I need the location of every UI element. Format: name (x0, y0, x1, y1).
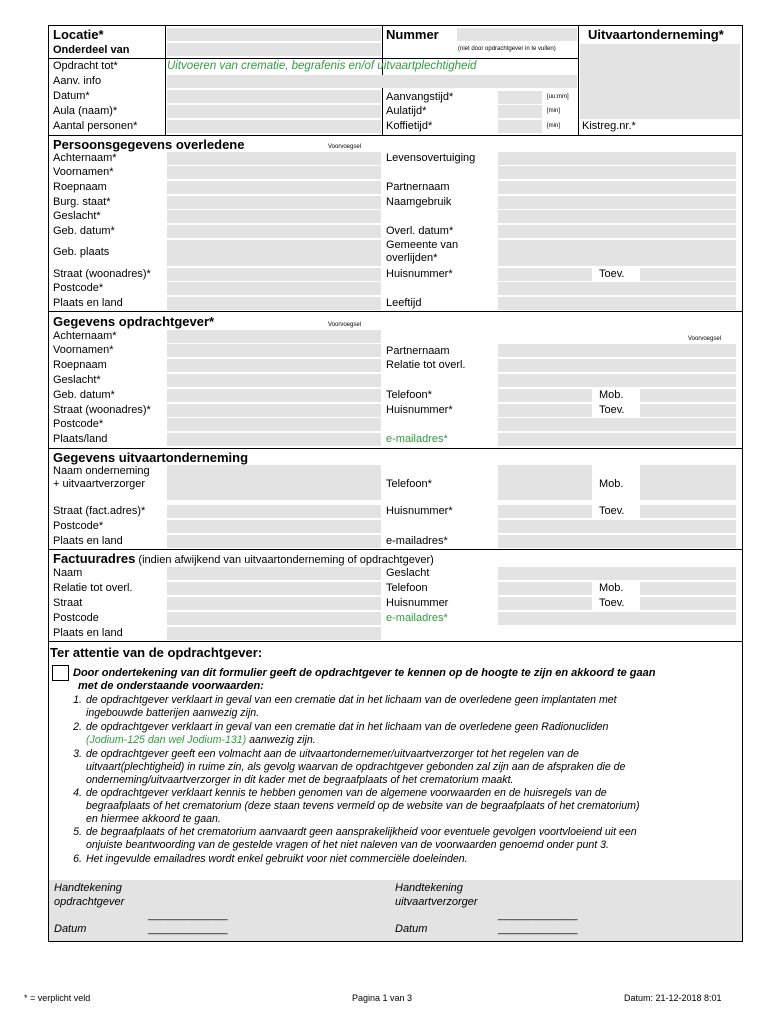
aula-label: Aula (naam)* (53, 105, 118, 117)
locatie-input[interactable] (167, 28, 381, 41)
condition-1 (62, 694, 742, 720)
opdr-mob-label: Mob. (599, 389, 624, 401)
fact-geslacht-label: Geslacht (386, 567, 430, 579)
uitv-naam-label-1: Naam onderneming (53, 465, 150, 477)
fact-telefoon-label: Telefoon (386, 582, 428, 594)
opdr-huisnummer-input[interactable] (498, 404, 592, 417)
overl-huisnummer-label: Huisnummer* (386, 268, 453, 280)
footer-verplicht: * = verplicht veld (24, 993, 91, 1003)
uitv-postcode-input[interactable] (167, 520, 381, 533)
opdr-geslacht-input[interactable] (167, 374, 381, 387)
opdr-postcode-input[interactable] (167, 418, 381, 431)
attentie-intro-2: met de onderstaande voorwaarden: (78, 680, 264, 692)
nummer-note: (niet door opdrachtgever in te vullen) (458, 46, 556, 52)
opdr-relatie-label: Relatie tot overl. (386, 359, 466, 371)
condition-6-number: 6. (73, 853, 82, 865)
opdr-telefoon-label: Telefoon* (386, 389, 432, 401)
sign-opdr-datum-line[interactable]: _____________ (148, 923, 228, 935)
koffietijd-input[interactable] (498, 120, 542, 133)
opdr-right-blank-2[interactable] (498, 374, 736, 387)
condition-5-line-1: de begraafplaats of het crematorium aanvaardt geen aansprakelijkheid voor eventuele gevolgen voortvloeiend uit een (86, 826, 637, 838)
unit-uumm: [uu:mm] (547, 94, 569, 100)
frame-top (48, 25, 743, 26)
overl-voornamen-input[interactable] (167, 166, 381, 179)
opdr-relatie-input[interactable] (498, 359, 736, 372)
condition-3-line-1: de opdrachtgever geeft een volmacht aan de uitvaartondernemer/uitvaartverzorger tot het regelen van de (86, 748, 579, 760)
overl-huisnummer-input[interactable] (498, 268, 592, 281)
opdr-telefoon-input[interactable] (498, 389, 592, 402)
onderdeel-label: Onderdeel van (53, 44, 130, 56)
attentie-title: Ter attentie van de opdrachtgever: (50, 645, 263, 660)
voorvoegsel-note-1: Voorvoegsel (328, 144, 362, 150)
divider (165, 25, 166, 135)
uitv-naam-input[interactable] (167, 465, 381, 500)
sign-opdr-datum-label: Datum (54, 923, 87, 935)
opdr-plaats-input[interactable] (167, 433, 381, 446)
sign-opdr-label-1: Handtekening (54, 882, 122, 894)
overl-postcode-label: Postcode* (53, 282, 104, 294)
overl-roepnaam-label: Roepnaam (53, 181, 107, 193)
voorvoegsel-note-4: Voorvoegsel (688, 336, 722, 342)
overl-straat-input[interactable] (167, 268, 381, 281)
sign-uitv-label-2: uitvaartverzorger (395, 896, 478, 908)
uitv-mob-input[interactable] (640, 465, 736, 500)
overl-right-blank-2[interactable] (498, 282, 736, 295)
fact-toev-input[interactable] (640, 597, 736, 610)
aulatijd-input[interactable] (498, 105, 542, 118)
opdracht-label: Opdracht tot* (53, 60, 118, 72)
fact-postcode-input[interactable] (167, 612, 381, 625)
opdr-email-label: e-mailadres* (386, 433, 448, 445)
aanvangstijd-label: Aanvangstijd* (386, 91, 454, 103)
opdr-toev-label: Toev. (599, 404, 625, 416)
opdr-straat-input[interactable] (167, 404, 381, 417)
factuur-title (53, 551, 434, 568)
overl-partnernaam-label: Partnernaam (386, 181, 450, 193)
overl-gebdatum-input[interactable] (167, 225, 381, 238)
fact-toev-label: Toev. (599, 597, 625, 609)
datum-input[interactable] (167, 90, 381, 103)
akkoord-checkbox[interactable] (52, 665, 69, 681)
overldatum-input[interactable] (498, 225, 736, 238)
opdr-roepnaam-input[interactable] (167, 359, 381, 372)
fact-plaats-label: Plaats en land (53, 627, 123, 639)
uitvaart-title: Gegevens uitvaartonderneming (53, 450, 249, 465)
uitv-email-input[interactable] (498, 535, 736, 548)
aanvangstijd-input[interactable] (498, 91, 542, 104)
uitv-telefoon-label: Telefoon* (386, 478, 432, 490)
locatie-label: Locatie* (53, 27, 104, 42)
aanv-info-label: Aanv. info (53, 75, 102, 87)
condition-4-number: 4. (73, 787, 82, 799)
opdr-gebdatum-label: Geb. datum* (53, 389, 115, 401)
levens-label: Levensovertuiging (386, 152, 476, 164)
sign-uitv-datum-label: Datum (395, 923, 428, 935)
fact-email-input[interactable] (498, 612, 736, 625)
naamgebruik-label: Naamgebruik (386, 196, 452, 208)
condition-3-line-2: uitvaart(plechtigheid) in ruime zin, als gevolg waarvan de opdrachtgever gebonden zal zijn aan de afspraken die de (86, 761, 626, 773)
fact-mob-input[interactable] (640, 582, 736, 595)
footer-pagina: Pagina 1 van 3 (352, 993, 413, 1003)
overl-straat-label: Straat (woonadres)* (53, 268, 151, 280)
nummer-input[interactable] (457, 28, 577, 41)
divider (48, 135, 743, 136)
sign-uitv-line[interactable]: _____________ (498, 909, 578, 921)
gemeente-label-2: overlijden* (386, 252, 438, 264)
aula-input[interactable] (167, 105, 381, 118)
sign-opdr-label-2: opdrachtgever (54, 896, 125, 908)
opdr-straat-label: Straat (woonadres)* (53, 404, 151, 416)
uitv-postcode-label: Postcode* (53, 520, 104, 532)
aantal-input[interactable] (167, 120, 381, 133)
fact-plaats-input[interactable] (167, 627, 381, 640)
opdr-huisnummer-label: Huisnummer* (386, 404, 453, 416)
fact-huisnummer-input[interactable] (498, 597, 592, 610)
overldatum-label: Overl. datum* (386, 225, 454, 237)
unit-min-1: [min] (547, 108, 561, 114)
opdr-geslacht-label: Geslacht* (53, 374, 101, 386)
divider (48, 549, 743, 550)
condition-5 (62, 826, 742, 852)
sign-opdr-line[interactable]: _____________ (148, 909, 228, 921)
overl-postcode-input[interactable] (167, 282, 381, 295)
datum-label: Datum* (53, 90, 90, 102)
uitv-email-label: e-mailadres* (386, 535, 448, 547)
condition-3 (62, 748, 742, 787)
condition-1-line-2: ingebouwde batterijen aanwezig zijn. (86, 707, 260, 719)
overl-geslacht-input[interactable] (167, 210, 381, 223)
uitv-naam-label-2: + uitvaartverzorger (53, 478, 146, 490)
gemeente-label-1: Gemeente van (386, 239, 459, 251)
condition-5-line-2: onjuiste beantwoording van de gestelde vragen of het niet naleven van de voorwaarden genoemd onder punt 3. (86, 839, 609, 851)
opdr-right-blank-3[interactable] (498, 418, 736, 431)
fact-naam-label: Naam (53, 567, 83, 579)
leeftijd-input[interactable] (498, 297, 736, 310)
leeftijd-label: Leeftijd (386, 297, 422, 309)
uitv-straat-input[interactable] (167, 505, 381, 518)
opdr-gebdatum-input[interactable] (167, 389, 381, 402)
aantal-label: Aantal personen* (53, 120, 138, 132)
fact-relatie-label: Relatie tot overl. (53, 582, 133, 594)
uitv-huisnummer-label: Huisnummer* (386, 505, 453, 517)
fact-straat-input[interactable] (167, 597, 381, 610)
opdr-partnernaam-label: Partnernaam (386, 345, 450, 357)
condition-1-number: 1. (73, 694, 82, 706)
opdr-postcode-label: Postcode* (53, 418, 104, 430)
uitv-mob-label: Mob. (599, 478, 624, 490)
condition-2-isotopes: (Jodium-125 dan wel Jodium-131) (86, 734, 247, 746)
condition-2 (62, 721, 742, 747)
divider (48, 641, 743, 642)
footer-datum: Datum: 21-12-2018 8:01 (624, 993, 722, 1003)
fact-straat-label: Straat (53, 597, 83, 609)
sign-uitv-datum-line[interactable]: _____________ (498, 923, 578, 935)
condition-6 (62, 853, 742, 866)
condition-3-line-3: onderneming/uitvaartverzorger in dit kader met de begraafplaats of het crematorium maakt. (86, 774, 514, 786)
factuur-subtitle: (indien afwijkend van uitvaartonderneming of opdrachtgever) (135, 554, 434, 566)
koffietijd-label: Koffietijd* (386, 120, 433, 132)
opdr-voornamen-label: Voornamen* (53, 344, 114, 356)
uitvaartonderneming-input[interactable] (580, 44, 740, 119)
fact-geslacht-input[interactable] (498, 567, 736, 580)
uitv-plaats-label: Plaats en land (53, 535, 123, 547)
uitv-huisnummer-input[interactable] (498, 505, 592, 518)
opdr-plaats-label: Plaats/land (53, 433, 108, 445)
fact-mob-label: Mob. (599, 582, 624, 594)
overl-gebplaats-label: Geb. plaats (53, 246, 110, 258)
condition-3-number: 3. (73, 748, 82, 760)
condition-5-number: 5. (73, 826, 82, 838)
aanv-info-input[interactable] (167, 75, 577, 88)
uitv-toev-input[interactable] (640, 505, 736, 518)
gemeente-input[interactable] (498, 240, 736, 266)
condition-4 (62, 787, 742, 826)
naamgebruik-input[interactable] (498, 196, 736, 209)
uitv-toev-label: Toev. (599, 505, 625, 517)
divider (48, 58, 578, 59)
condition-4-line-3: en hiermee akkoord te gaan. (86, 813, 221, 825)
condition-4-line-2: begraafplaats of het crematorium (deze staan tevens vermeld op de website van de begraafplaats of het crematorium) (86, 800, 640, 812)
frame-left (48, 25, 49, 942)
overl-toev-input[interactable] (640, 268, 736, 281)
attentie-intro-1: Door ondertekening van dit formulier geeft de opdrachtgever te kennen op de hoogte te zijn en akkoord te gaan (73, 667, 656, 679)
sign-uitv-label-1: Handtekening (395, 882, 463, 894)
condition-2-line-1: de opdrachtgever verklaart in geval van een crematie dat in het lichaam van de overledene geen Radionucliden (86, 721, 609, 733)
condition-2-number: 2. (73, 721, 82, 733)
condition-6-line-1: Het ingevulde emailadres wordt enkel gebruikt voor niet commerciële doeleinden. (86, 853, 468, 865)
overl-burg-label: Burg. staat* (53, 196, 111, 208)
fact-naam-input[interactable] (167, 567, 381, 580)
voorvoegsel-note-3: Voorvoegsel (328, 322, 362, 328)
frame-right (742, 25, 743, 942)
overl-voornamen-right[interactable] (498, 166, 736, 179)
overl-achternaam-input[interactable] (167, 152, 381, 165)
onderdeel-input[interactable] (167, 43, 381, 56)
opdracht-value[interactable]: Uitvoeren van crematie, begrafenis en/of uitvaartplechtigheid (167, 60, 477, 72)
condition-1-line-1: de opdrachtgever verklaart in geval van een crematie dat in het lichaam van de overledene geen implantaten met (86, 694, 617, 706)
fact-postcode-label: Postcode (53, 612, 99, 624)
aulatijd-label: Aulatijd* (386, 105, 427, 117)
overl-voornamen-label: Voornamen* (53, 166, 114, 178)
opdr-toev-input[interactable] (640, 404, 736, 417)
opdr-achternaam-input[interactable] (167, 330, 381, 343)
fact-email-label: e-mailadres* (386, 612, 448, 624)
uitv-telefoon-input[interactable] (498, 465, 592, 500)
fact-huisnummer-label: Huisnummer (386, 597, 449, 609)
fact-telefoon-input[interactable] (498, 582, 592, 595)
uitv-right-blank[interactable] (498, 520, 736, 533)
opdr-achternaam-label: Achternaam* (53, 330, 117, 342)
opdr-right-blank[interactable] (498, 344, 736, 357)
uitv-straat-label: Straat (fact.adres)* (53, 505, 146, 517)
unit-min-2: [min] (547, 123, 561, 129)
overl-right-blank[interactable] (498, 210, 736, 223)
overl-toev-label: Toev. (599, 268, 625, 280)
condition-2-line-2: aanwezig zijn. (246, 734, 316, 746)
overl-plaats-input[interactable] (167, 297, 381, 310)
levens-input[interactable] (498, 152, 736, 165)
condition-4-line-1: de opdrachtgever verklaart kennis te hebben genomen van de algemene voorwaarden en de huisregels van de (86, 787, 607, 799)
fact-relatie-input[interactable] (167, 582, 381, 595)
nummer-label: Nummer (386, 27, 439, 42)
divider (48, 311, 743, 312)
overl-gebdatum-label: Geb. datum* (53, 225, 115, 237)
overl-gebplaats-input[interactable] (167, 240, 381, 266)
divider (578, 25, 579, 135)
factuur-title-text: Factuuradres (53, 551, 136, 566)
opdr-roepnaam-label: Roepnaam (53, 359, 107, 371)
frame-bottom (48, 941, 743, 942)
opdr-mob-input[interactable] (640, 389, 736, 402)
opdr-email-input[interactable] (498, 433, 736, 446)
overl-roepnaam-input[interactable] (167, 181, 381, 194)
overl-plaats-label: Plaats en land (53, 297, 123, 309)
overl-partnernaam-input[interactable] (498, 181, 736, 194)
overledene-title: Persoonsgegevens overledene (53, 137, 245, 152)
uitvaartonderneming-label: Uitvaartonderneming* (588, 27, 724, 42)
overl-geslacht-label: Geslacht* (53, 210, 101, 222)
overl-achternaam-label: Achternaam* (53, 152, 117, 164)
uitv-plaats-input[interactable] (167, 535, 381, 548)
divider (48, 448, 743, 449)
kistreg-label: Kistreg.nr.* (582, 120, 636, 132)
opdr-voornamen-input[interactable] (167, 344, 381, 357)
opdrachtgever-title: Gegevens opdrachtgever* (53, 314, 215, 329)
overl-burg-input[interactable] (167, 196, 381, 209)
